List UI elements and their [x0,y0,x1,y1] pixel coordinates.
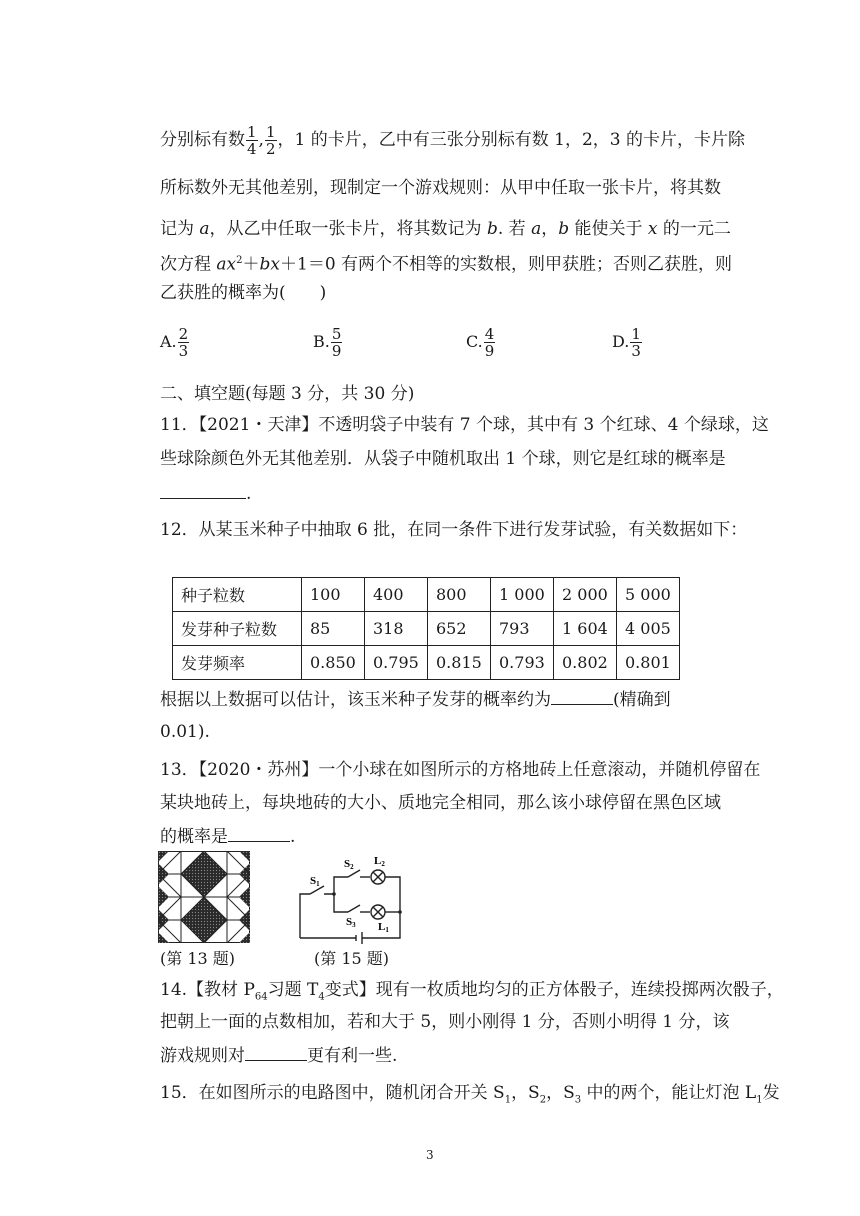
q10-line-5: 乙获胜的概率为( ) [160,283,327,303]
fraction-one-quarter: $\frac{1}{4}$ [247,123,257,158]
q10-line-1 [160,124,745,157]
table-cell: 318 [365,612,428,646]
switch-s1-label: S1 [310,875,320,888]
table-row [173,646,680,680]
q10-line-4: 次方程 $ax^2+bx+1=0$ 有两个不相等的实数根，则甲获胜；否则乙获胜，则 [160,254,733,275]
q13-line-1: 13．【2020・苏州】一个小球在如图所示的方格地砖上任意滚动，并随机停留在 [160,760,761,780]
figure-13-caption: (第 13 题) [160,949,236,968]
var-b: b [558,219,570,239]
q11-line-2: 些球除颜色外无其他差别．从袋子中随机取出 1 个球，则它是红球的概率是 [160,449,726,469]
q12-line-1: 12．从某玉米种子中抽取 6 批，在同一条件下进行发芽试验，有关数据如下： [160,520,748,540]
answer-blank[interactable] [160,484,246,499]
table-cell: 0.815 [428,646,491,680]
table-cell: 0.801 [617,646,680,680]
q15-line-1: 15．在如图所示的电路图中，随机闭合开关 $S_1$，$S_2$，$S_3$ 中的两个，能让灯泡 $L_1$发 [160,1083,780,1106]
q14-line-1: 14.【教材 $P_{64}$习题 $T_4$变式】现有一枚质地均匀的正方体骰子，连续投掷两次骰子， [160,980,784,1003]
tile-grid-figure [158,851,250,943]
table-cell: 800 [428,578,491,612]
table-row [173,612,680,646]
switch-s3-label: S3 [346,916,356,929]
table-cell: 0.795 [365,646,428,680]
answer-blank[interactable] [551,690,613,705]
table-cell: 2 000 [554,578,617,612]
table-cell: 4 005 [617,612,680,646]
var-a: a [531,219,542,239]
table-cell: 种子粒数 [173,578,302,612]
fraction-one-half: $\frac{1}{2}$ [265,123,276,158]
lamp-l1-label: L1 [378,921,389,934]
q10-line-3: 记为 a，从乙中任取一张卡片，将其数记为 b. 若 a，b 能使关于 x 的一元二 [160,219,731,239]
q12-after-line-1: 根据以上数据可以估计，该玉米种子发芽的概率约为 (精确到 [160,690,671,710]
q11-line-3: . [160,484,251,504]
table-cell: 400 [365,578,428,612]
table-row [173,578,680,612]
option-b[interactable]: B. $\frac{5}{9}$ [313,325,342,360]
table-cell: 1 000 [491,578,554,612]
q14-line-2: 把朝上一面的点数相加，若和大于 5，则小刚得 1 分，否则小明得 1 分，该 [160,1012,730,1032]
switch-s2-label: S2 [344,858,354,871]
var-a: a [199,219,210,239]
q13-line-3: 的概率是 . [160,827,296,847]
option-c[interactable]: C. $\frac{4}{9}$ [466,325,495,360]
table-cell: 85 [302,612,365,646]
q10-comma: , [258,130,264,150]
var-x: x [647,219,658,239]
table-cell: 652 [428,612,491,646]
table-cell: 793 [491,612,554,646]
table-cell: 发芽种子粒数 [173,612,302,646]
q11-line-1: 11．【2021・天津】不透明袋子中装有 7 个球，其中有 3 个红球、4 个绿球，这 [160,415,769,435]
q10-text: 分别标有数 [160,130,245,150]
option-a[interactable]: A. $\frac{2}{3}$ [160,325,189,360]
answer-blank[interactable] [245,1046,307,1061]
page-number: 3 [426,1148,434,1162]
eq-ax: ax [216,254,237,275]
table-cell: 0.802 [554,646,617,680]
circuit-figure [292,850,418,946]
eq-bx: bx [259,254,280,275]
answer-blank[interactable] [228,827,290,842]
table-cell: 5 000 [617,578,680,612]
option-d[interactable]: D. $\frac{1}{3}$ [612,325,641,360]
lamp-l2-label: L2 [374,855,385,868]
table-cell: 0.793 [491,646,554,680]
q10-text: ，1 的卡片，乙中有三张分别标有数 1，2，3 的卡片，卡片除 [277,130,745,150]
var-b: b [486,219,498,239]
section-title: 二、填空题(每题 3 分，共 30 分) [160,384,415,404]
figure-15-caption: (第 15 题) [314,949,390,968]
table-cell: 0.850 [302,646,365,680]
q12-after-line-2: 0.01). [160,722,210,742]
q13-line-2: 某块地砖上，每块地砖的大小、质地完全相同，那么该小球停留在黑色区域 [160,793,721,813]
table-cell: 发芽频率 [173,646,302,680]
q14-line-3: 游戏规则对 更有利一些. [160,1046,398,1066]
q10-line-2: 所标数外无其他差别，现制定一个游戏规则：从甲中任取一张卡片，将其数 [160,178,721,198]
table-cell: 1 604 [554,612,617,646]
table-cell: 100 [302,578,365,612]
germination-table [172,577,680,680]
